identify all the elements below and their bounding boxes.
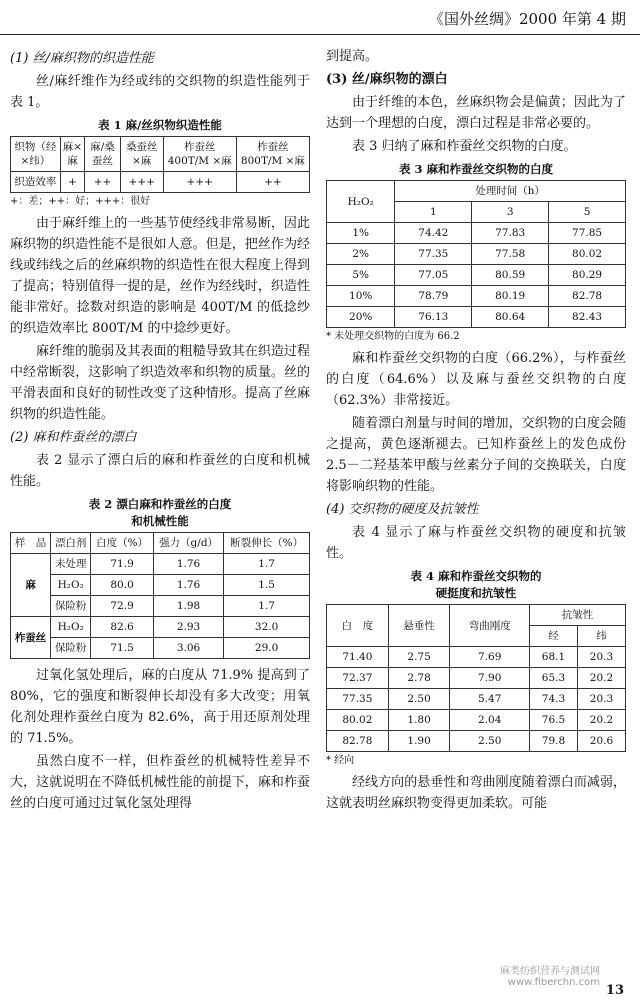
table-header-cell: H₂O₂ (327, 181, 395, 223)
table-group-cell: 麻 (11, 554, 51, 617)
page-number: 13 (605, 983, 624, 998)
table-3-caption: 表 3 麻和柞蚕丝交织物的白度 (398, 162, 553, 176)
table-cell: ++ (85, 172, 121, 193)
table-cell: 1.76 (153, 554, 223, 575)
table-row (327, 731, 626, 752)
paragraph: 麻纤维的脆弱及其表面的粗糙导致其在织造过程中经常断裂，这影响了织造效率和织物的质量。丝的平滑表面和良好的韧性改变了这种情形。提高了丝麻织物的织造性能。 (10, 344, 310, 422)
table-cell: +++ (163, 172, 236, 193)
table-header-cell: 柞蚕丝 800T/M ×麻 (236, 137, 309, 172)
table-cell: 65.3 (529, 668, 577, 689)
table-cell: 2.93 (153, 617, 223, 638)
table-cell: 1.7 (224, 554, 310, 575)
table-row (327, 223, 626, 244)
paragraph: 随着漂白剂量与时间的增加，交织物的白度会随之提高，黄色逐渐褪去。已知柞蚕丝上的发色成份 2.5－二羟基苯甲酸与丝素分子间的交换联关，白度将影响织物的性能。 (326, 416, 626, 494)
table-row (327, 244, 626, 265)
table-header-cell: 3 (472, 202, 549, 223)
table-2-caption: 表 2 漂白麻和柞蚕丝的白度 (88, 497, 232, 511)
table-cell: 2.50 (450, 731, 529, 752)
table-cell: +++ (120, 172, 163, 193)
table-cell: 80.64 (472, 307, 549, 328)
table-1 (10, 136, 310, 193)
table-header-cell: 柞蚕丝 400T/M ×麻 (163, 137, 236, 172)
table-header-cell: 漂白剂 (51, 533, 91, 554)
table-cell: 10% (327, 286, 395, 307)
table-header-cell: 桑蚕丝×麻 (120, 137, 163, 172)
section-heading-1: (1) 丝/麻织物的织造性能 (10, 51, 154, 66)
table-cell: 7.90 (450, 668, 529, 689)
table-header-cell: 经 (529, 626, 577, 647)
watermark (500, 962, 600, 988)
table-header-cell: 5 (549, 202, 626, 223)
table-row (11, 575, 310, 596)
table-cell: 2.78 (388, 668, 450, 689)
watermark-line: www.fiberchn.com (507, 977, 600, 988)
table-header-cell: 抗皱性 (529, 605, 625, 626)
left-column (10, 46, 310, 816)
table-header-cell: 织物（经×纬） (11, 137, 61, 172)
table-header-cell: 麻/桑蚕丝 (85, 137, 121, 172)
table-group-cell: 柞蚕丝 (11, 617, 51, 659)
table-cell: 1.7 (224, 596, 310, 617)
table-cell: 20% (327, 307, 395, 328)
table-cell: 2.04 (450, 710, 529, 731)
table-header-cell: 弯曲刚度 (450, 605, 529, 647)
table-4-caption: 表 4 麻和柞蚕丝交织物的 (410, 569, 542, 583)
paragraph: 由于纤维的本色，丝麻织物会是偏黄；因此为了达到一个理想的白度，漂白过程是非常必要的。 (326, 95, 626, 131)
table-header-cell: 白 度 (327, 605, 389, 647)
paragraph: 表 3 归纳了麻和柞蚕丝交织物的白度。 (352, 139, 577, 154)
section-heading-4: (4) 交织物的硬度及抗皱性 (326, 502, 479, 517)
table-cell: 1.80 (388, 710, 450, 731)
table-header-row (11, 137, 310, 172)
table-cell: 78.79 (395, 286, 472, 307)
table-cell: 7.69 (450, 647, 529, 668)
table-cell: 1.98 (153, 596, 223, 617)
table-cell: 3.06 (153, 638, 223, 659)
table-cell: 20.3 (577, 647, 625, 668)
table-header-cell: 断裂伸长（%） (224, 533, 310, 554)
table-4-caption-line2: 硬挺度和抗皱性 (435, 586, 517, 600)
table-cell: 77.58 (472, 244, 549, 265)
table-cell: 1% (327, 223, 395, 244)
table-cell: 5% (327, 265, 395, 286)
table-row (327, 710, 626, 731)
table-cell: 织造效率 (11, 172, 61, 193)
table-row (11, 554, 310, 575)
table-header-row (327, 605, 626, 626)
table-cell: 保险粉 (51, 596, 91, 617)
paragraph: 丝/麻纤维作为经或纬的交织物的织造性能列于表 1。 (10, 74, 310, 110)
table-cell: H₂O₂ (51, 617, 91, 638)
table-cell: 29.0 (224, 638, 310, 659)
paragraph: 经线方向的悬垂性和弯曲刚度随着漂白而减弱，这就表明丝麻织物变得更加柔软。可能 (326, 775, 626, 811)
table-cell: 80.02 (327, 710, 389, 731)
table-row (11, 638, 310, 659)
watermark-line: 麻类纺织营养与测试网 (500, 966, 600, 977)
table-3 (326, 180, 626, 328)
table-header-cell: 处理时间（h） (395, 181, 626, 202)
table-cell: 32.0 (224, 617, 310, 638)
paragraph: 虽然白度不一样，但柞蚕丝的机械特性差异不大，这就说明在不降低机械性能的前提下，麻和柞蚕丝的白度可通过过氧化氢处理得 (10, 754, 310, 811)
table-row (327, 286, 626, 307)
table-cell: 82.78 (549, 286, 626, 307)
section-heading-2: (2) 麻和柞蚕丝的漂白 (10, 430, 137, 445)
right-column (326, 46, 626, 816)
table-4 (326, 604, 626, 752)
table-cell: 80.0 (91, 575, 154, 596)
paragraph: 表 4 显示了麻与柞蚕丝交织物的硬度和抗皱性。 (326, 525, 626, 561)
paragraph-continuation: 到提高。 (326, 49, 379, 64)
table-cell: 72.37 (327, 668, 389, 689)
paragraph: 由于麻纤维上的一些基节使经线非常易断，因此麻织物的织造性能不是很如人意。但是，把丝作为经线或纬线之后的丝麻织物的织造性在很大程度上得到了提高；特别值得一提的是，丝作为经线时，织造性能非常好。捻数对织造的影响是 400T/M 的低捻纱的织造效率比 800T/M 的中捻纱更好。 (10, 216, 310, 336)
table-header-cell: 强力（g/d） (153, 533, 223, 554)
table-row (11, 172, 310, 193)
table-header-row (327, 181, 626, 202)
table-row (11, 617, 310, 638)
table-cell: 77.85 (549, 223, 626, 244)
table-row (327, 668, 626, 689)
table-cell: 20.2 (577, 668, 625, 689)
table-header-cell: 麻×麻 (60, 137, 85, 172)
paragraph: 麻和柞蚕丝交织物的白度（66.2%），与柞蚕丝的白度（64.6%）以及麻与蚕丝交织物的白度（62.3%）非常接近。 (326, 351, 626, 408)
table-header-cell: 悬垂性 (388, 605, 450, 647)
table-cell: 77.35 (327, 689, 389, 710)
table-cell: 79.8 (529, 731, 577, 752)
table-cell: 71.5 (91, 638, 154, 659)
table-header-row (11, 533, 310, 554)
table-cell: 80.29 (549, 265, 626, 286)
table-cell: 80.02 (549, 244, 626, 265)
table-2-caption-line2: 和机械性能 (131, 514, 189, 528)
table-3-note: * 未处理交织物的白度为 66.2 (326, 331, 460, 342)
table-cell: 1.90 (388, 731, 450, 752)
table-cell: 20.2 (577, 710, 625, 731)
table-cell: 71.9 (91, 554, 154, 575)
table-header-cell: 1 (395, 202, 472, 223)
journal-issue: 《国外丝绸》2000 年第 4 期 (428, 10, 626, 28)
table-cell: 2.50 (388, 689, 450, 710)
table-cell: 未处理 (51, 554, 91, 575)
table-cell: 20.6 (577, 731, 625, 752)
table-1-caption: 表 1 麻/丝织物织造性能 (98, 118, 222, 132)
table-cell: 2% (327, 244, 395, 265)
paragraph: 过氧化氢处理后，麻的白度从 71.9% 提高到了 80%，它的强度和断裂伸长却没有多大改变；用氧化剂处理柞蚕丝白度为 82.6%，高于用还原剂处理的 71.5%。 (10, 668, 310, 746)
table-cell: + (60, 172, 85, 193)
table-cell: H₂O₂ (51, 575, 91, 596)
table-cell: 76.5 (529, 710, 577, 731)
table-cell: 1.76 (153, 575, 223, 596)
table-row (327, 689, 626, 710)
table-cell: 保险粉 (51, 638, 91, 659)
table-row (11, 596, 310, 617)
table-cell: 80.19 (472, 286, 549, 307)
table-cell: 74.3 (529, 689, 577, 710)
table-cell: 72.9 (91, 596, 154, 617)
table-header-cell: 纬 (577, 626, 625, 647)
table-cell: 77.83 (472, 223, 549, 244)
table-cell: 71.40 (327, 647, 389, 668)
table-cell: 74.42 (395, 223, 472, 244)
table-cell: 82.43 (549, 307, 626, 328)
table-2 (10, 532, 310, 659)
table-cell: 77.35 (395, 244, 472, 265)
table-1-note: +：差；++：好；+++：很好 (10, 196, 151, 207)
table-cell: 5.47 (450, 689, 529, 710)
table-cell: 1.5 (224, 575, 310, 596)
table-row (327, 307, 626, 328)
table-header-cell: 样 品 (11, 533, 51, 554)
table-cell: 80.59 (472, 265, 549, 286)
table-cell: 77.05 (395, 265, 472, 286)
table-header-cell: 白度（%） (91, 533, 154, 554)
table-cell: 20.3 (577, 689, 625, 710)
table-cell: 68.1 (529, 647, 577, 668)
paragraph: 表 2 显示了漂白后的麻和柞蚕丝的白度和机械性能。 (10, 453, 310, 489)
table-cell: 82.78 (327, 731, 389, 752)
section-heading-3: (3) 丝/麻织物的漂白 (326, 72, 448, 87)
table-cell: ++ (236, 172, 309, 193)
table-cell: 76.13 (395, 307, 472, 328)
table-cell: 82.6 (91, 617, 154, 638)
table-row (327, 647, 626, 668)
table-4-note: * 经向 (326, 755, 355, 766)
table-row (327, 265, 626, 286)
running-header (0, 0, 640, 35)
table-cell: 2.75 (388, 647, 450, 668)
